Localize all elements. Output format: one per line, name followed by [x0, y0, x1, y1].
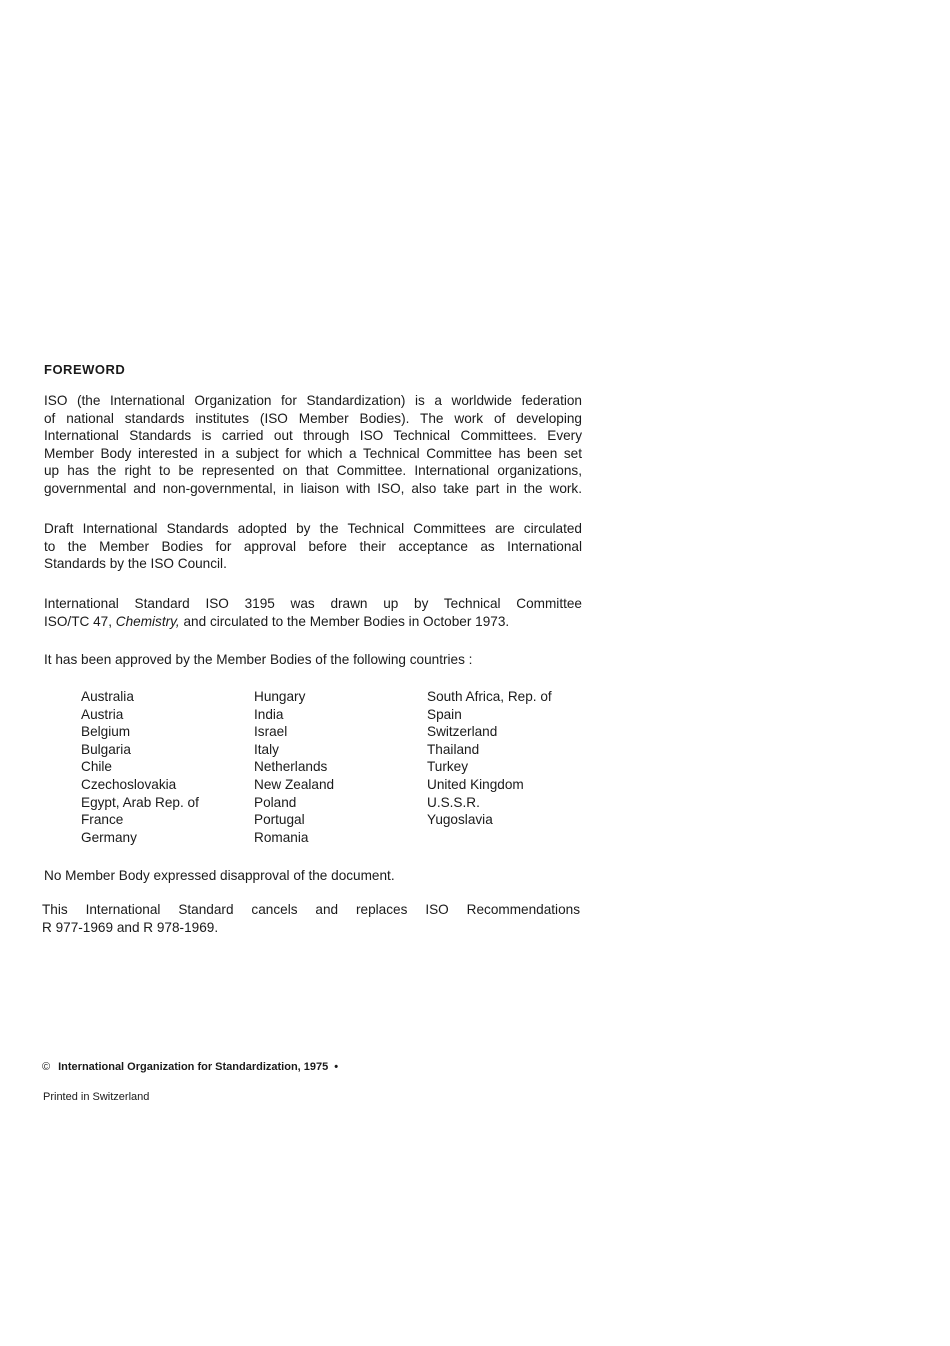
paragraph-line: No Member Body expressed disapproval of the document. [44, 868, 395, 883]
paragraph-no-disapproval [44, 867, 582, 885]
country-item: New Zealand [254, 776, 335, 792]
paragraph-line: ISO (the International Organization for Standardization) is a worldwide federation [44, 393, 582, 408]
country-item: Spain [427, 706, 462, 722]
country-item: Turkey [427, 759, 469, 775]
paragraph-standard-origin [44, 595, 582, 630]
country-column-1 [81, 688, 251, 846]
country-item: Italy [254, 741, 279, 757]
paragraph-line: Member Body interested in a subject for which a Technical Committee has been set [44, 445, 582, 461]
country-item: India [254, 706, 284, 722]
printed-location: Printed in Switzerland [43, 1091, 150, 1103]
country-item: Czechoslovakia [81, 776, 177, 792]
copyright-text: International Organization for Standardization, 1975 [58, 1061, 329, 1073]
country-item: Hungary [254, 689, 306, 704]
committee-name: Chemistry, [115, 613, 180, 629]
country-item: Austria [81, 706, 124, 722]
paragraph-line: R 977-1969 and R 978-1969. [42, 919, 219, 935]
paragraph-iso-intro [44, 392, 582, 498]
paragraph-line: This International Standard cancels and replaces ISO Recommendations [42, 902, 580, 917]
country-item: Portugal [254, 812, 305, 828]
paragraph-line: to the Member Bodies for approval before their acceptance as International [44, 538, 582, 554]
country-item: Belgium [81, 724, 131, 740]
paragraph-draft-standards [44, 520, 582, 573]
country-item: Germany [81, 829, 137, 845]
paragraph-line: governmental and non-governmental, in liaison with ISO, also take part in the work. [44, 480, 582, 496]
paragraph-line: Draft International Standards adopted by the Technical Committees are circulated [44, 521, 582, 536]
country-item: Bulgaria [81, 741, 131, 757]
country-item: Australia [81, 689, 134, 704]
country-item: Switzerland [427, 724, 498, 740]
paragraph-line: up has the right to be represented on that Committee. International organizations, [44, 463, 582, 479]
copyright-notice [42, 1061, 338, 1073]
paragraph-line: of national standards institutes (ISO Member Bodies). The work of developing [44, 410, 582, 426]
country-item: France [81, 812, 124, 828]
country-item: South Africa, Rep. of [427, 689, 552, 704]
copyright-icon: © [42, 1061, 51, 1073]
country-item: Chile [81, 759, 112, 775]
country-item: Israel [254, 724, 288, 740]
country-column-2 [254, 688, 424, 846]
committee-prefix: ISO/TC 47, [44, 613, 116, 629]
page-title: FOREWORD [44, 362, 126, 377]
country-item: U.S.S.R. [427, 794, 480, 810]
paragraph-line: Standards by the ISO Council. [44, 556, 227, 572]
country-item: Romania [254, 829, 309, 845]
country-item: Netherlands [254, 759, 328, 775]
country-item: Egypt, Arab Rep. of [81, 794, 199, 810]
paragraph-line: International Standard ISO 3195 was drawn up by Technical Committee [44, 596, 582, 611]
country-item: Poland [254, 794, 297, 810]
bullet-icon: • [334, 1061, 339, 1073]
paragraph-line: International Standards is carried out through ISO Technical Committees. Every [44, 428, 582, 444]
circulation-note: and circulated to the Member Bodies in October 1973. [179, 613, 510, 629]
country-column-3 [427, 688, 597, 829]
paragraph-line [44, 613, 582, 631]
paragraph-replaces [42, 901, 580, 936]
country-item: Yugoslavia [427, 812, 493, 828]
country-item: United Kingdom [427, 776, 524, 792]
paragraph-approval [44, 651, 582, 669]
paragraph-line: It has been approved by the Member Bodies of the following countries : [44, 652, 473, 667]
country-item: Thailand [427, 741, 480, 757]
